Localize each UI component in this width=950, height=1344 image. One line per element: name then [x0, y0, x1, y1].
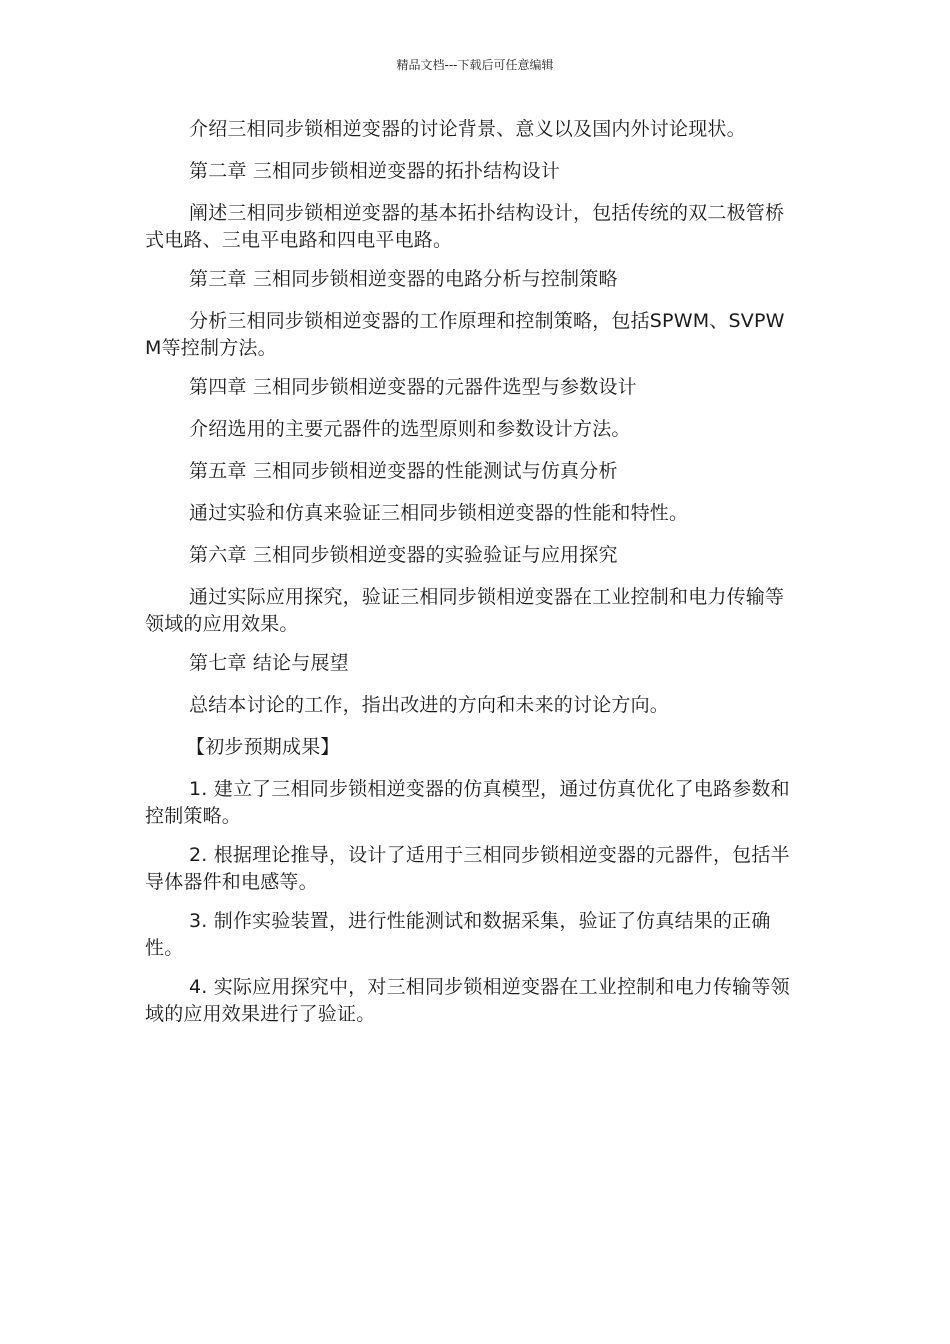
chapter-6-paragraph: 通过实际应用探究，验证三相同步锁相逆变器在工业控制和电力传输等领域的应用效果。 [145, 586, 785, 635]
chapter-4-heading: 第四章 三相同步锁相逆变器的元器件选型与参数设计 [189, 376, 637, 398]
chapter-4-paragraph: 介绍选用的主要元器件的选型原则和参数设计方法。 [189, 418, 631, 440]
document-body [145, 116, 800, 1040]
chapter-7-paragraph: 总结本讨论的工作，指出改进的方向和未来的讨论方向。 [189, 694, 670, 716]
chapter-3-paragraph: 分析三相同步锁相逆变器的工作原理和控制策略，包括SPWM、SVPWM等控制方法。 [145, 310, 785, 359]
chapter-7-heading: 第七章 结论与展望 [189, 652, 349, 674]
page-header: 精品文档---下载后可任意编辑 [396, 58, 554, 72]
result-item-2: 2. 根据理论推导，设计了适用于三相同步锁相逆变器的元器件，包括半导体器件和电感等。 [145, 844, 790, 893]
chapter-2-paragraph: 阐述三相同步锁相逆变器的基本拓扑结构设计，包括传统的双二极管桥式电路、三电平电路和四电平电路。 [145, 202, 785, 251]
chapter-5-heading: 第五章 三相同步锁相逆变器的性能测试与仿真分析 [189, 460, 618, 482]
result-item-3: 3. 制作实验装置，进行性能测试和数据采集，验证了仿真结果的正确性。 [145, 910, 771, 959]
chapter-5-paragraph: 通过实验和仿真来验证三相同步锁相逆变器的性能和特性。 [189, 502, 689, 524]
result-item-1: 1. 建立了三相同步锁相逆变器的仿真模型，通过仿真优化了电路参数和控制策略。 [145, 778, 790, 827]
intro-paragraph: 介绍三相同步锁相逆变器的讨论背景、意义以及国内外讨论现状。 [189, 118, 746, 140]
expected-results-heading: 【初步预期成果】 [186, 736, 340, 758]
chapter-3-heading: 第三章 三相同步锁相逆变器的电路分析与控制策略 [189, 268, 618, 290]
chapter-2-heading: 第二章 三相同步锁相逆变器的拓扑结构设计 [189, 160, 561, 182]
chapter-6-heading: 第六章 三相同步锁相逆变器的实验验证与应用探究 [189, 544, 618, 566]
result-item-4: 4. 实际应用探究中，对三相同步锁相逆变器在工业控制和电力传输等领域的应用效果进行了验证。 [145, 976, 790, 1025]
